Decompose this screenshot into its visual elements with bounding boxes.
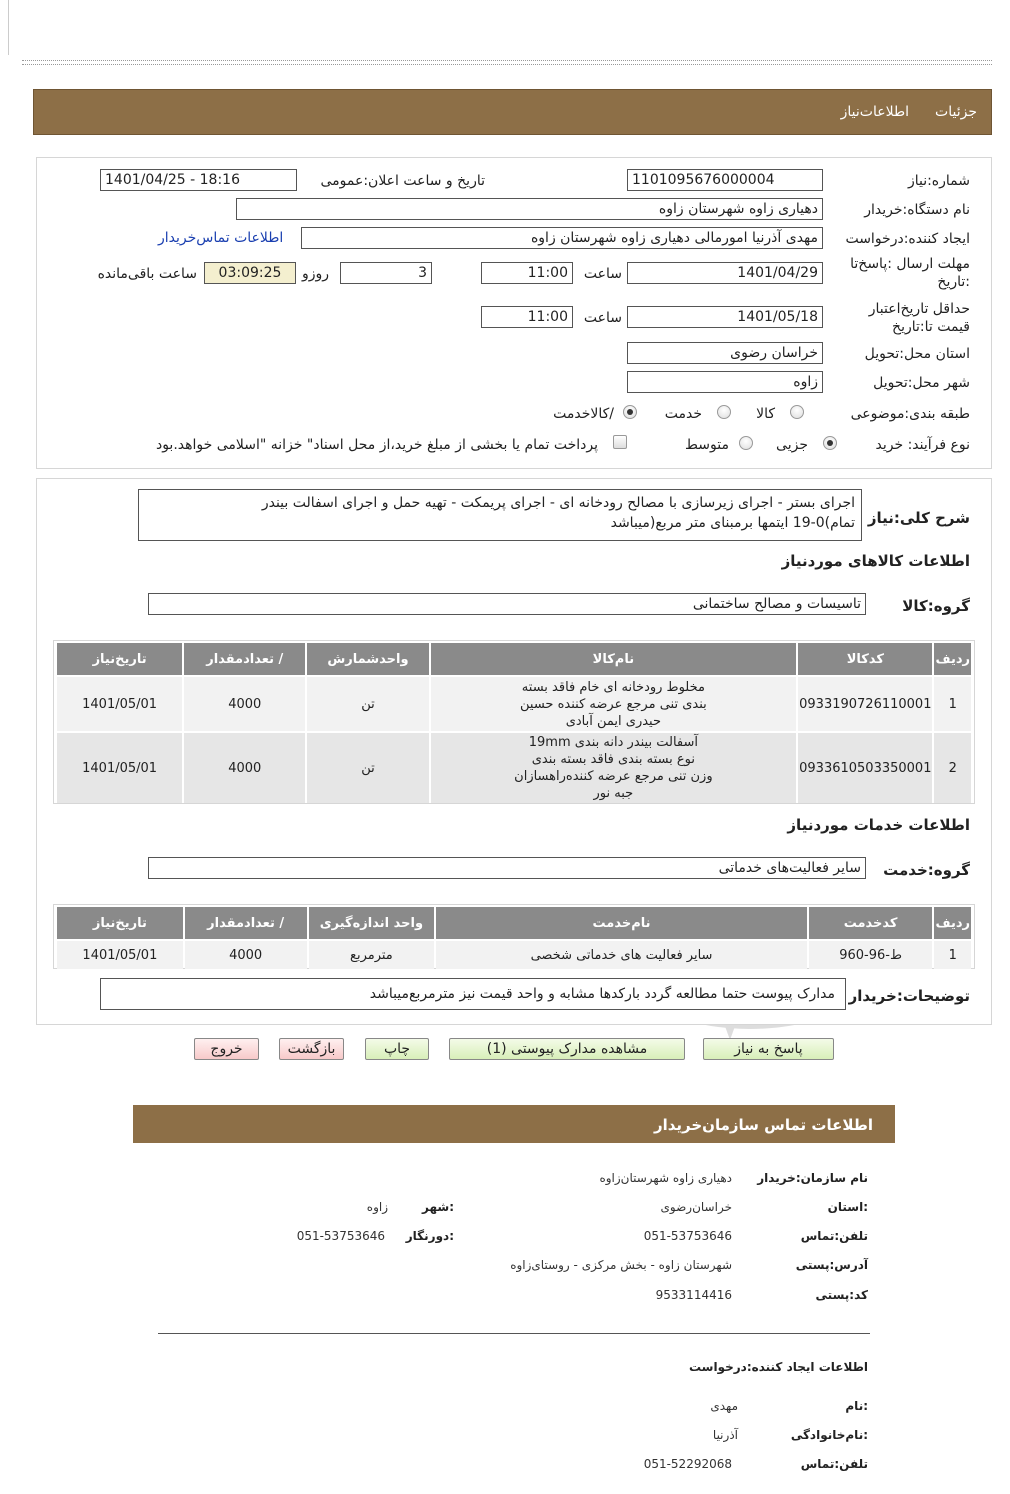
contact-divider [158,1333,870,1334]
goods-qty: 4000 [184,733,305,803]
service-group-field: سایر فعالیت‌های خدماتی [148,857,866,879]
col-row: ردیف [934,907,971,939]
col-code: کدکالا [798,643,932,675]
buyer-notes-field: مدارک پیوست حتما مطالعه گردد بارکدها مشابه و واحد قیمت نیز مترمربع‌میباشد [100,978,846,1010]
process-label: نوع فرآیند: خرید [875,437,970,453]
address-value: شهرستان زاوه - بخش مرکزی - روستای‌زاوه [510,1258,732,1272]
creator-info-title: اطلاعات ایجاد کننده:درخواست [688,1360,868,1374]
process-small-label: جزیی [776,437,808,453]
goods-group-field: تاسیسات و مصالح ساختمانی [148,593,866,615]
exit-button[interactable]: خروج [194,1038,259,1060]
description-line-1: اجرای بستر - اجرای زیرسازی با مصالح رودخانه ای - اجرای پریمکت - تهیه حمل و اجرای اسفالت بیندر [261,495,855,511]
remaining-time-field: 03:09:25 [204,262,296,284]
goods-name-line: نوع بسته بندی فاقد بسته بندی [531,752,696,767]
creator-phone-value: 051-52292068 [643,1457,732,1471]
goods-name-line: وزن تنی مرجع عرضه کننده‌راهسازان [514,769,713,784]
description-box [138,489,862,541]
category-radio-service[interactable] [717,405,731,419]
category-radio-goods[interactable] [790,405,804,419]
service-date: 1401/05/01 [57,941,183,969]
service-unit: مترمربع [309,941,435,969]
reply-time-field: 11:00 [481,262,573,284]
validity-time-field: 11:00 [481,306,573,328]
table-row [57,733,971,803]
goods-name-line: بندی تنی مرجع عرضه کننده حسین [520,696,707,712]
reply-deadline-label: مهلت ارسال :پاسخ‌تا [850,256,970,272]
services-section-title: اطلاعات خدمات موردنیاز [787,816,970,834]
col-qty: / تعدادمقدار [185,907,307,939]
category-goods-service-label: /کالاخدمت [553,406,614,422]
need-number-label: شماره:نیاز [907,173,970,189]
goods-code: 0933190726110001 [798,677,932,731]
goods-table [55,641,973,805]
goods-group-label: گروه:کالا [902,597,970,615]
goods-date: 1401/05/01 [57,677,182,731]
postal-value: 9533114416 [655,1288,732,1302]
service-group-label: گروه:خدمت [883,861,970,879]
org-value: دهیاری زاوه شهرستان‌زاوه [599,1171,732,1185]
description-label: شرح کلی:نیاز [867,509,970,527]
buyer-contact-link[interactable]: اطلاعات تماس‌خریدار [158,230,284,246]
validity-time-label: ساعت [583,310,622,326]
col-code: کدخدمت [809,907,933,939]
service-name: سایر فعالیت های خدماتی شخصی [436,941,807,969]
org-label: نام سازمان:خریدار [757,1171,868,1185]
last-name-value: آذرنیا [712,1428,738,1442]
category-service-label: خدمت [664,406,702,422]
back-button[interactable]: بازگشت [279,1038,344,1060]
first-name-value: مهدی [710,1399,738,1413]
province-label: استان محل:تحویل [864,346,970,362]
col-date: تاریخ‌نیاز [57,643,182,675]
goods-name-line: آسفالت بیندر دانه بندی 19mm [528,735,699,750]
goods-name [431,733,796,803]
details-header [33,89,992,135]
print-button[interactable]: چاپ [365,1038,429,1060]
description-line-2: تمام)0-19 ایتمها برمبنای متر مربع(میباشد [610,515,855,531]
goods-qty: 4000 [184,677,305,731]
table-row [57,677,971,731]
category-goods-label: کالا [756,406,775,422]
province-contact-value: خراسان‌رضوی [660,1200,732,1214]
tab-need-info[interactable]: اطلاعات‌نیاز [840,104,909,120]
col-name: نام‌کالا [431,643,796,675]
process-radio-medium[interactable] [739,436,753,450]
service-qty: 4000 [185,941,307,969]
phone-value: 051-53753646 [643,1229,732,1243]
category-radio-goods-service[interactable] [623,405,637,419]
city-field: زاوه [627,371,823,393]
days-field: 3 [340,262,432,284]
last-name-label: :نام‌خانوادگی [790,1428,868,1442]
category-label: طبقه بندی:موضوعی [850,406,970,422]
address-label: آدرس:پستی [795,1258,868,1272]
buyer-org-field: دهیاری زاوه شهرستان زاوه [236,198,823,220]
city-contact-label: :شهر [422,1200,454,1214]
creator-label: ایجاد کننده:درخواست [845,231,970,247]
left-border [8,0,9,55]
col-row: ردیف [934,643,971,675]
row-index: 1 [934,941,971,969]
col-unit: واحدشمارش [307,643,428,675]
view-attachments-button[interactable]: مشاهده مدارک پیوستی (1) [449,1038,685,1060]
validity-date-field: 1401/05/18 [627,306,823,328]
fax-value: 051-53753646 [296,1229,385,1243]
goods-unit: تن [307,677,428,731]
validity-label-2: قیمت تا:تاریخ [892,319,970,335]
services-table-header [57,907,971,939]
goods-name-line: جبه نور [593,786,634,801]
process-medium-label: متوسط [685,437,729,453]
phone-label: تلفن:تماس [800,1229,868,1243]
city-label: شهر محل:تحویل [873,375,970,391]
col-date: تاریخ‌نیاز [57,907,183,939]
contact-header [133,1105,895,1143]
services-table [55,905,973,971]
goods-name-line: مخلوط رودخانه ای خام فاقد بسته [521,679,705,695]
col-qty: / تعدادمقدار [184,643,305,675]
goods-name-line: حیدری ایمن آبادی [565,713,662,729]
top-divider-2 [22,64,992,65]
province-contact-label: :استان [827,1200,868,1214]
announce-label: تاریخ و ساعت اعلان:عمومی [320,173,485,189]
col-name: نام‌خدمت [436,907,807,939]
reply-date-field: 1401/04/29 [627,262,823,284]
table-row [57,941,971,969]
need-number-field: 1101095676000004 [627,169,823,191]
payment-note: پرداخت تمام یا بخشی از مبلغ خرید،از محل اسناد" خزانه "اسلامی خواهد.بود [155,437,598,453]
goods-section-title: اطلاعات کالاهای موردنیاز [781,552,970,570]
first-name-label: :نام [845,1399,868,1413]
col-unit: واحد اندازه‌گیری [309,907,435,939]
days-label: روزو [301,266,329,282]
row-index: 1 [934,677,971,731]
creator-field: مهدی آذرنیا امورمالی دهیاری زاوه شهرستان زاوه [301,227,823,249]
remaining-label: ساعت باقی‌مانده [97,266,197,282]
goods-table-header [57,643,971,675]
buyer-org-label: نام دستگاه:خریدار [864,202,970,218]
goods-name [431,677,796,731]
reply-button[interactable]: پاسخ به نیاز [703,1038,834,1060]
validity-label: حداقل تاریخ‌اعتبار [868,301,970,317]
process-radio-small[interactable] [823,436,837,450]
payment-checkbox[interactable] [613,435,627,449]
service-code: ط-96-960 [809,941,933,969]
province-field: خراسان رضوی [627,342,823,364]
goods-unit: تن [307,733,428,803]
row-index: 2 [934,733,971,803]
reply-time-label: ساعت [583,266,622,282]
goods-code: 0933610503350001 [798,733,932,803]
goods-date: 1401/05/01 [57,733,182,803]
tab-details[interactable]: جزئیات [935,104,977,120]
contact-title: اطلاعات تماس سازمان‌خریدار [653,1116,873,1134]
top-divider [22,60,992,61]
postal-label: کد:پستی [815,1288,868,1302]
announce-datetime-field: 1401/04/25 - 18:16 [100,169,297,191]
buyer-notes-label: توضیحات:خریدار [848,987,970,1005]
creator-phone-label: تلفن:تماس [800,1457,868,1471]
city-contact-value: زاوه [366,1200,388,1214]
fax-label: :دورنگار [405,1229,454,1243]
reply-deadline-label-2: :تاریخ [937,274,970,290]
